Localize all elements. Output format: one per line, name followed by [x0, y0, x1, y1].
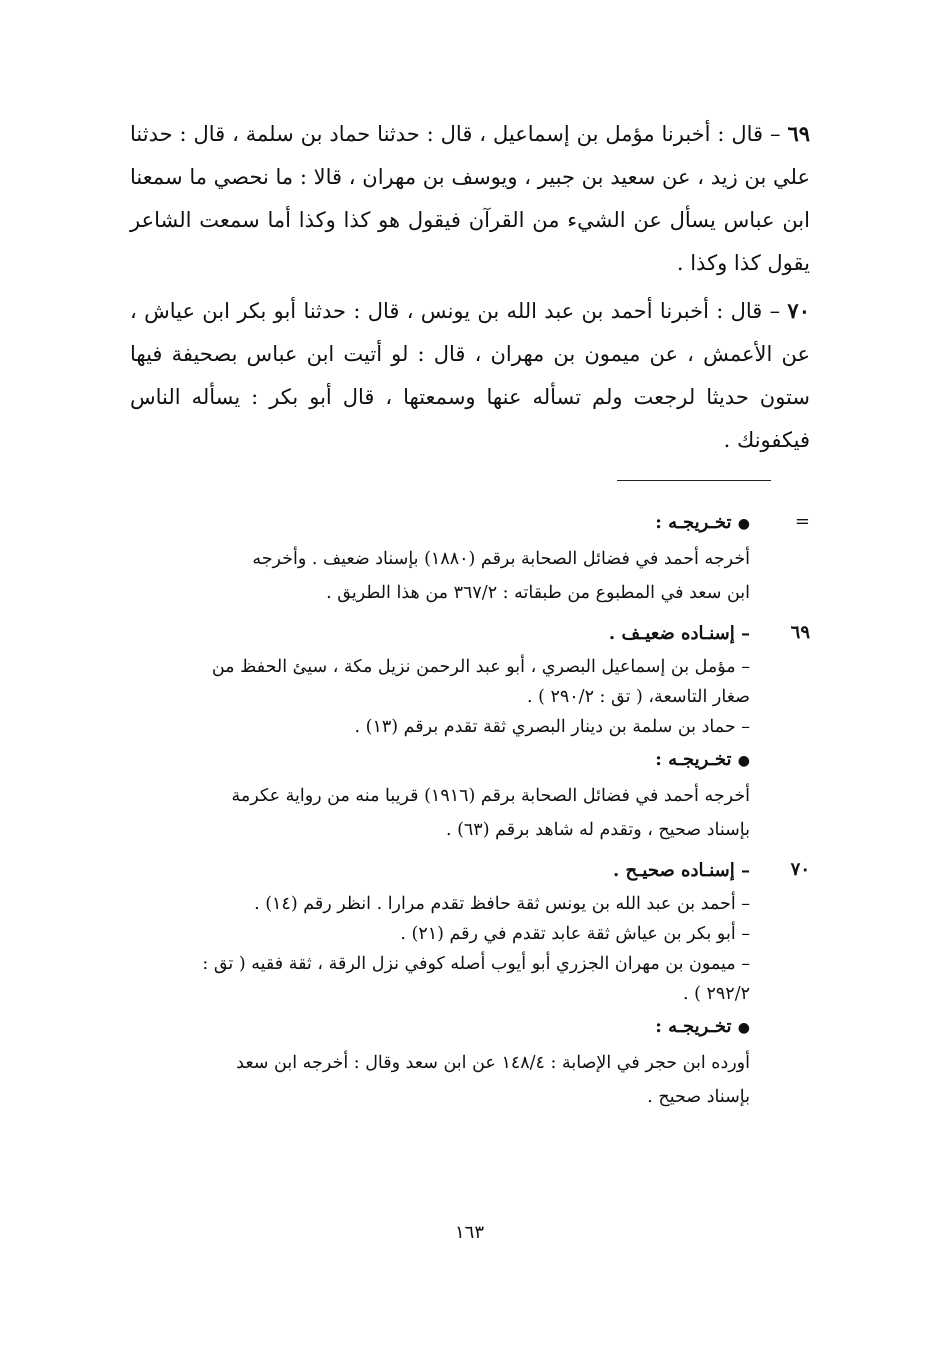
note-line: أورده ابن حجر في الإصابة : ١٤٨/٤ عن ابن سعد وقال : أخرجه ابن سعد — [236, 1053, 750, 1073]
footnote-separator — [617, 480, 771, 481]
narrator-line: – ميمون بن مهران الجزري أبو أيوب أصله كوفي نزل الرقة ، ثقة فقيه ( تق : — [202, 954, 750, 974]
note-marker: ٧٠ — [790, 859, 810, 880]
narrator-line: – مؤمل بن إسماعيل البصري ، أبو عبد الرحمن نزيل مكة ، سيئ الحفظ من — [211, 657, 750, 677]
note-70 — [130, 853, 810, 1114]
hadith-text: – قال : أخبرنا أحمد بن عبد الله بن يونس ، قال : حدثنا أبو بكر ابن عياش ، عن الأعمش ، عن ميمون بن مهران ، قال : لو أتيت ابن عباس بصحيفة فيها ستون حديثا لرجعت ولم تسأله عنها وسمعتها ، قال أبو بكر : يسأله الناس فيكفونك . — [130, 299, 810, 452]
bullet-dot-icon: ● — [737, 1020, 750, 1036]
note-line: أخرجه أحمد في فضائل الصحابة برقم (١٨٨٠) بإسناد ضعيف . وأخرجه — [252, 549, 750, 569]
hadith-69 — [130, 112, 810, 285]
bullet-dot-icon: ● — [737, 516, 750, 532]
note-marker: ٦٩ — [790, 622, 810, 643]
note-line: ابن سعد في المطبوع من طبقاته : ٣٦٧/٢ من هذا الطريق . — [326, 583, 750, 603]
footnotes — [130, 505, 810, 1114]
note-line: أخرجه أحمد في فضائل الصحابة برقم (١٩١٦) قريبا منه من رواية عكرمة — [231, 786, 750, 806]
isnad-heading: – إسنـاده صحيـح . — [612, 860, 750, 881]
bullet-dot-icon: ● — [737, 753, 750, 769]
isnad-heading: – إسنـاده ضعيـف . — [608, 623, 750, 644]
hadith-text: – قال : أخبرنا مؤمل بن إسماعيل ، قال : حدثنا حماد بن سلمة ، قال : حدثنا علي بن زيد ، عن سعيد بن جبير ، ويوسف بن مهران ، قالا : ما نحصي ما سمعنا ابن عباس يسأل عن الشيء من القرآن فيقول هو كذا وكذا أما سمعت الشاعر يقول كذا وكذا . — [130, 122, 810, 275]
hadith-number: ٦٩ — [787, 121, 810, 146]
page-number: ١٦٣ — [454, 1222, 484, 1243]
narrator-line: – أبو بكر بن عياش ثقة عابد تقدم في رقم (٢١) . — [400, 924, 750, 944]
takhrij-heading: ● تخـريجـه : — [655, 749, 750, 770]
note-marker: = — [794, 511, 810, 532]
note-line: بإسناد صحيح ، وتقدم له شاهد برقم (٦٣) . — [445, 820, 750, 840]
takhrij-heading: ● تخـريجـه : — [655, 1016, 750, 1037]
narrator-line: صغار التاسعة، ( تق : ٢٩٠/٢ ) . — [526, 687, 750, 707]
note-line: بإسناد صحيح . — [647, 1087, 750, 1107]
narrator-line: – أحمد بن عبد الله بن يونس ثقة حافظ تقدم مرارا . انظر رقم (١٤) . — [254, 894, 750, 914]
hadith-number: ٧٠ — [787, 298, 810, 323]
hadith-70 — [130, 289, 810, 462]
narrator-line: ٢٩٢/٢ ) . — [682, 984, 750, 1004]
note-69 — [130, 616, 810, 847]
takhrij-heading: ● تخـريجـه : — [655, 512, 750, 533]
narrator-line: – حماد بن سلمة بن دينار البصري ثقة تقدم برقم (١٣) . — [354, 717, 750, 737]
note-prev — [130, 505, 810, 610]
main-text — [130, 112, 810, 462]
